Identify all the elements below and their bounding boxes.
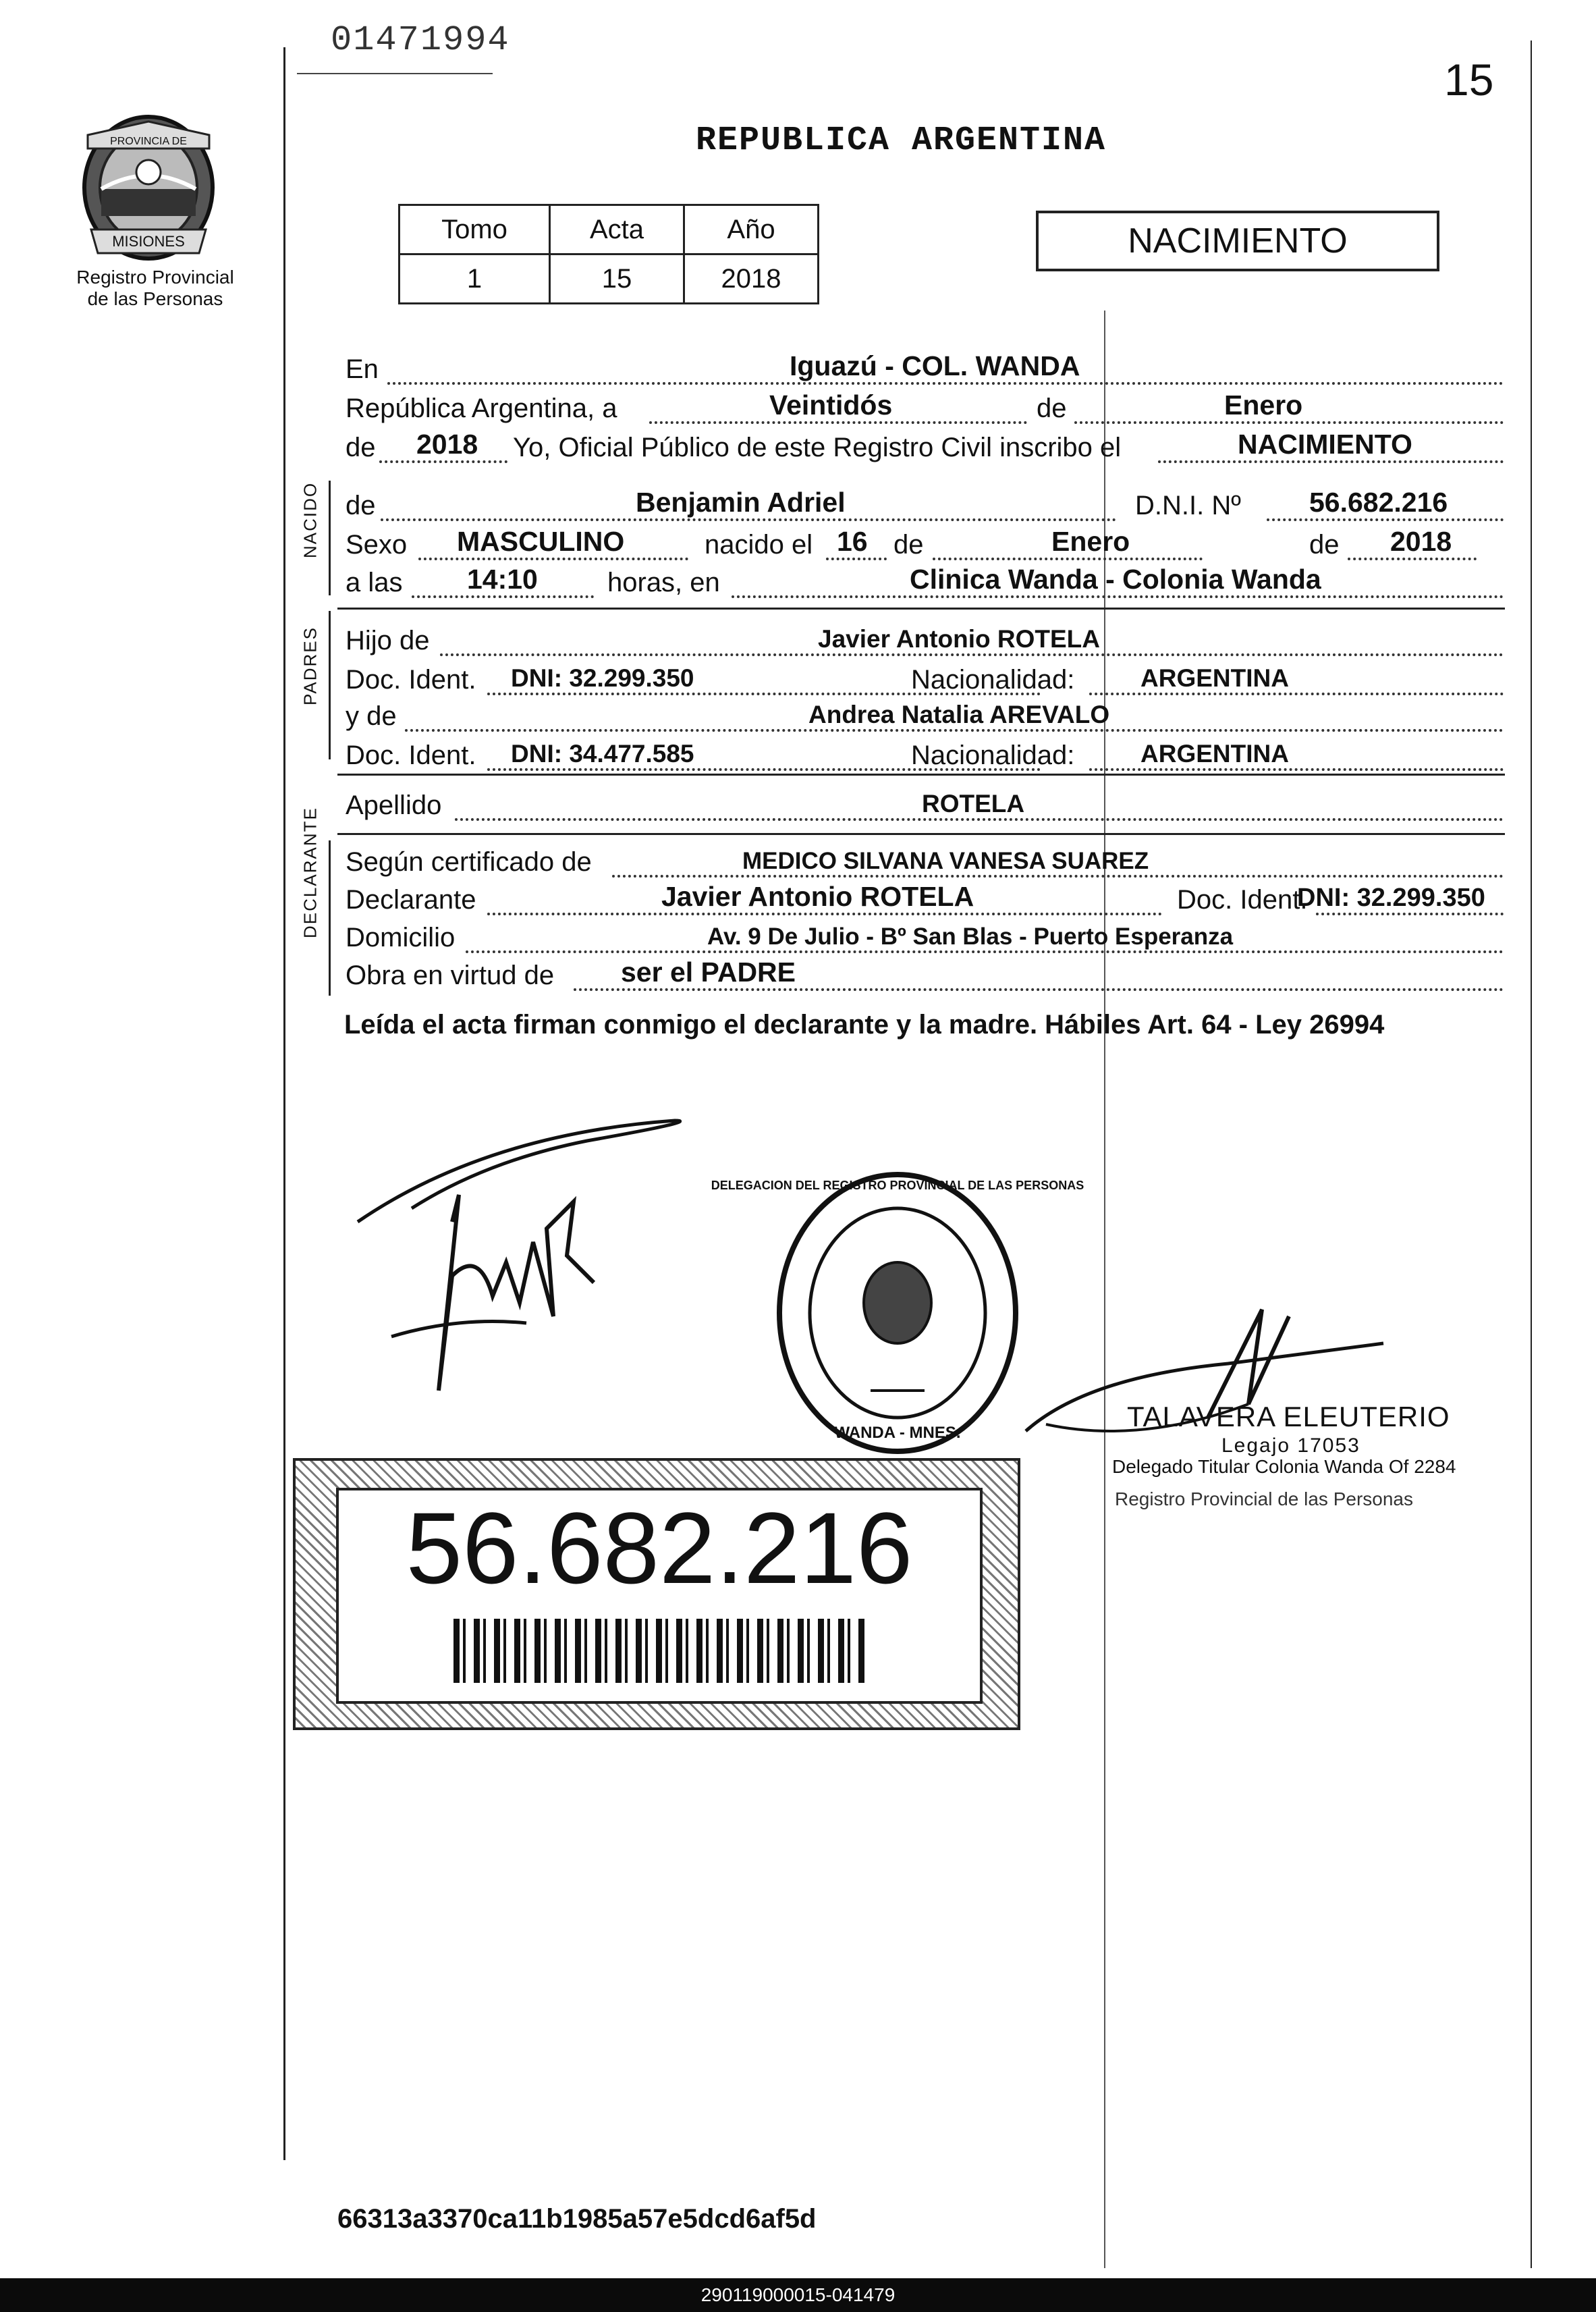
row-nombre bbox=[346, 487, 1504, 525]
nacido-el-label: nacido el bbox=[705, 530, 813, 560]
section-separator bbox=[337, 774, 1505, 776]
dotted-line bbox=[405, 729, 1504, 732]
ano-value: 2018 bbox=[684, 254, 819, 304]
official-name: TALAVERA ELEUTERIO bbox=[1127, 1401, 1450, 1432]
birth-day-value: 16 bbox=[837, 526, 868, 557]
official-role: Delegado Titular Colonia Wanda Of 2284 bbox=[1112, 1456, 1456, 1477]
birth-year-value: 2018 bbox=[1390, 526, 1452, 557]
table-header-acta: Acta bbox=[550, 205, 684, 254]
row-madre bbox=[346, 698, 1504, 736]
section-separator bbox=[337, 608, 1505, 610]
document-title: REPUBLICA ARGENTINA bbox=[695, 122, 1107, 160]
de-label: de bbox=[1037, 394, 1067, 423]
de-label: de bbox=[893, 530, 924, 560]
row-padre-doc bbox=[346, 662, 1504, 699]
nacido-section-label: NACIDO bbox=[300, 481, 321, 558]
official-stamp bbox=[711, 1168, 1084, 1468]
row-declarante bbox=[346, 882, 1504, 919]
dotted-line bbox=[732, 595, 1504, 598]
declarante-value: Javier Antonio ROTELA bbox=[661, 881, 974, 912]
apellido-value: ROTELA bbox=[922, 790, 1025, 817]
dotted-line bbox=[1158, 460, 1504, 463]
child-name-value: Benjamin Adriel bbox=[636, 487, 846, 518]
logo-bottom-text: MISIONES bbox=[112, 233, 185, 250]
left-margin-line bbox=[283, 47, 285, 2160]
hijo-de-label: Hijo de bbox=[346, 626, 430, 655]
logo-caption-line2: de las Personas bbox=[87, 288, 223, 309]
section-separator bbox=[337, 833, 1505, 835]
dotted-line bbox=[379, 460, 507, 463]
row-en bbox=[346, 351, 1504, 389]
table-header-ano: Año bbox=[684, 205, 819, 254]
official-registry: Registro Provincial de las Personas bbox=[1115, 1488, 1413, 1509]
dotted-line bbox=[1267, 518, 1504, 521]
de-label: de bbox=[346, 491, 376, 520]
barcode-dni-number: 56.682.216 bbox=[406, 1491, 913, 1605]
y-de-label: y de bbox=[346, 701, 397, 731]
nacionalidad-label: Nacionalidad: bbox=[911, 741, 1075, 770]
domicilio-value: Av. 9 De Julio - Bº San Blas - Puerto Esperanza bbox=[707, 923, 1234, 950]
father-nationality-value: ARGENTINA bbox=[1140, 664, 1289, 692]
birth-month-value: Enero bbox=[1051, 526, 1130, 557]
declarante-label: Declarante bbox=[346, 885, 476, 915]
dotted-line bbox=[487, 913, 1162, 915]
section-bar bbox=[329, 840, 331, 996]
official-legajo: Legajo 17053 bbox=[1221, 1434, 1360, 1457]
domicilio-label: Domicilio bbox=[346, 923, 456, 952]
dni-label: D.N.I. Nº bbox=[1135, 491, 1241, 520]
de-year-label: de bbox=[346, 433, 376, 462]
section-bar bbox=[329, 611, 331, 759]
a-las-label: a las bbox=[346, 568, 403, 597]
dotted-line bbox=[1074, 421, 1504, 424]
day-value: Veintidós bbox=[769, 389, 893, 421]
oficial-text: Yo, Oficial Público de este Registro Civil inscribo el bbox=[513, 433, 1122, 462]
dotted-line bbox=[1089, 768, 1504, 771]
father-name-value: Javier Antonio ROTELA bbox=[818, 625, 1101, 653]
row-oficial bbox=[346, 429, 1504, 467]
dotted-line bbox=[466, 950, 1504, 953]
dotted-line bbox=[612, 875, 1504, 878]
dotted-line bbox=[381, 518, 1116, 521]
mother-name-value: Andrea Natalia AREVALO bbox=[808, 701, 1110, 728]
mother-doc-value: DNI: 34.477.585 bbox=[511, 740, 694, 768]
declarante-section-label: DECLARANTE bbox=[300, 807, 321, 938]
row-apellido bbox=[346, 787, 1504, 825]
republica-label: República Argentina, a bbox=[346, 394, 617, 423]
document-hash: 66313a3370ca11b1985a57e5dcd6af5d bbox=[337, 2204, 817, 2234]
sexo-value: MASCULINO bbox=[457, 526, 625, 557]
dotted-line bbox=[649, 421, 1027, 424]
logo-caption-line1: Registro Provincial bbox=[76, 267, 234, 288]
dotted-line bbox=[1348, 558, 1477, 560]
certificado-label: Según certificado de bbox=[346, 847, 592, 877]
year-value: 2018 bbox=[416, 429, 478, 460]
padres-section-label: PADRES bbox=[300, 626, 321, 705]
doc-ident-label: Doc. Ident. bbox=[346, 665, 476, 695]
dotted-line bbox=[826, 558, 887, 560]
place-value: Iguazú - COL. WANDA bbox=[790, 350, 1080, 381]
barcode-inner bbox=[336, 1488, 983, 1704]
dotted-line bbox=[440, 653, 1504, 656]
obra-label: Obra en virtud de bbox=[346, 961, 555, 990]
row-obra bbox=[346, 957, 1504, 995]
dotted-line bbox=[455, 818, 1504, 821]
declarant-signature bbox=[351, 1094, 823, 1448]
serial-underline bbox=[297, 73, 493, 74]
misiones-coat-of-arms-logo bbox=[74, 108, 223, 263]
table-header-row bbox=[400, 205, 819, 254]
row-republica bbox=[346, 390, 1504, 428]
stamp-outer-text: DELEGACION DEL REGISTRO PROVINCIAL DE LAS PERSONAS bbox=[711, 1179, 1084, 1192]
sexo-label: Sexo bbox=[346, 530, 408, 560]
row-madre-doc bbox=[346, 737, 1504, 775]
apellido-label: Apellido bbox=[346, 790, 442, 820]
nacionalidad-label: Nacionalidad: bbox=[911, 665, 1075, 695]
row-padre bbox=[346, 622, 1504, 660]
tomo-acta-ano-table bbox=[398, 204, 819, 304]
logo-caption bbox=[54, 267, 256, 310]
record-type-box: NACIMIENTO bbox=[1036, 211, 1439, 271]
acta-value: 15 bbox=[550, 254, 684, 304]
logo-top-text: PROVINCIA DE bbox=[110, 136, 187, 147]
declarante-doc-value: DNI: 32.299.350 bbox=[1297, 884, 1485, 912]
child-dni-value: 56.682.216 bbox=[1309, 487, 1448, 518]
dotted-line bbox=[574, 988, 1504, 991]
dotted-line bbox=[412, 595, 594, 598]
horas-label: horas, en bbox=[607, 568, 720, 597]
right-margin-line bbox=[1531, 41, 1532, 2268]
serial-number: 01471994 bbox=[331, 20, 510, 60]
row-hora bbox=[346, 564, 1504, 602]
tomo-value: 1 bbox=[400, 254, 550, 304]
dotted-line bbox=[1316, 913, 1504, 915]
dotted-line bbox=[1089, 693, 1504, 695]
de-label: de bbox=[1309, 530, 1340, 560]
certificado-value: MEDICO SILVANA VANESA SUAREZ bbox=[742, 848, 1149, 874]
dotted-line bbox=[933, 558, 1203, 560]
barcode-label bbox=[293, 1458, 1020, 1730]
legal-text: Leída el acta firman conmigo el declarante y la madre. Hábiles Art. 64 - Ley 26994 bbox=[344, 1010, 1385, 1040]
dotted-line bbox=[387, 382, 1504, 385]
padres-section-sidebar bbox=[290, 611, 331, 759]
doc-ident-label: Doc. Ident. bbox=[1177, 885, 1308, 915]
en-label: En bbox=[346, 354, 379, 384]
declarante-section-sidebar bbox=[290, 807, 331, 996]
dotted-line bbox=[418, 558, 688, 560]
father-doc-value: DNI: 32.299.350 bbox=[511, 664, 694, 692]
footer-code-bar: 290119000015-041479 bbox=[0, 2278, 1596, 2312]
stamp-inner-text: WANDA - MNES. bbox=[834, 1424, 961, 1442]
event-value: NACIMIENTO bbox=[1238, 429, 1412, 460]
obra-value: ser el PADRE bbox=[621, 957, 796, 988]
section-bar bbox=[329, 481, 331, 595]
birth-place-value: Clinica Wanda - Colonia Wanda bbox=[910, 564, 1321, 595]
month-value: Enero bbox=[1224, 389, 1303, 421]
time-value: 14:10 bbox=[467, 564, 538, 595]
page-number: 15 bbox=[1444, 55, 1494, 105]
row-sexo bbox=[346, 527, 1504, 564]
barcode-bars bbox=[453, 1619, 865, 1683]
mother-nationality-value: ARGENTINA bbox=[1140, 740, 1289, 768]
row-certificado bbox=[346, 844, 1504, 882]
doc-ident-label: Doc. Ident. bbox=[346, 741, 476, 770]
row-domicilio bbox=[346, 919, 1504, 957]
table-header-tomo: Tomo bbox=[400, 205, 550, 254]
center-fold-line bbox=[1104, 311, 1105, 2268]
table-value-row bbox=[400, 254, 819, 304]
nacido-section-sidebar bbox=[290, 481, 331, 595]
